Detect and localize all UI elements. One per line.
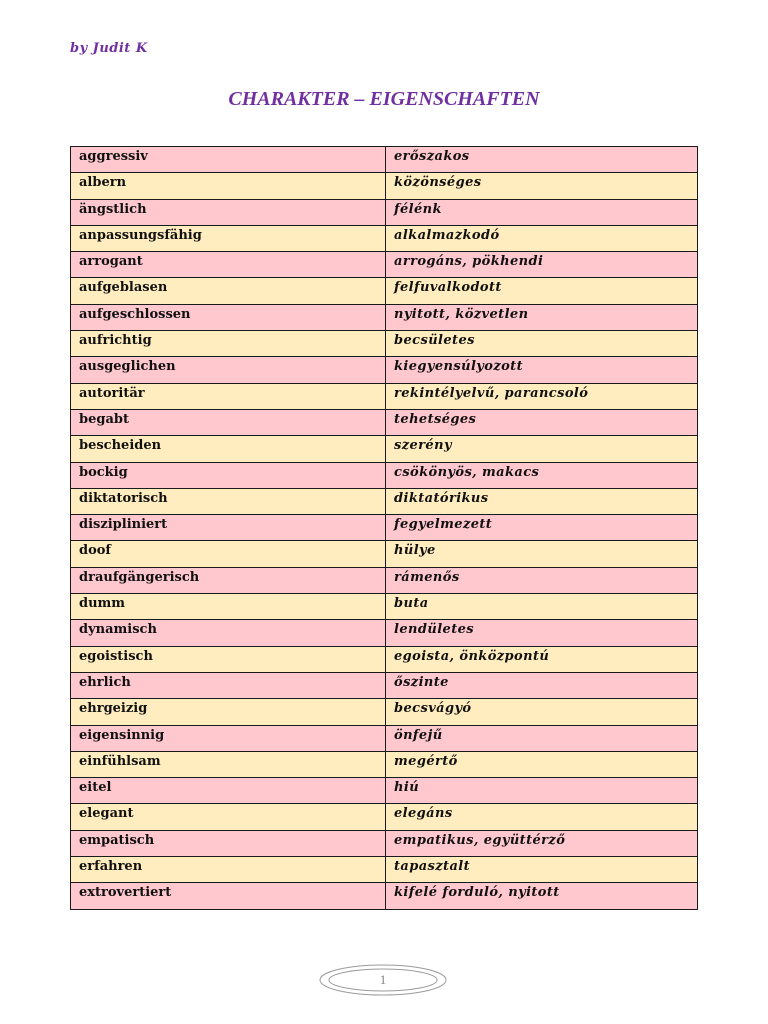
hungarian-translation-cell: közönséges: [386, 173, 698, 199]
table-row: [71, 672, 698, 698]
hungarian-translation-cell: tapasztalt: [386, 857, 698, 883]
table-row: [71, 567, 698, 593]
hungarian-translation-cell: hiú: [386, 778, 698, 804]
table-row: [71, 804, 698, 830]
table-row: [71, 725, 698, 751]
german-word-cell: eigensinnig: [71, 725, 386, 751]
german-word-cell: begabt: [71, 409, 386, 435]
german-word-cell: aufrichtig: [71, 331, 386, 357]
hungarian-translation-cell: becsvágyó: [386, 699, 698, 725]
german-word-cell: autoritär: [71, 383, 386, 409]
hungarian-translation-cell: önfejű: [386, 725, 698, 751]
page-number: 1: [379, 972, 387, 987]
table-row: [71, 699, 698, 725]
table-row: [71, 620, 698, 646]
table-row: [71, 541, 698, 567]
hungarian-translation-cell: rámenős: [386, 567, 698, 593]
german-word-cell: ehrlich: [71, 672, 386, 698]
hungarian-translation-cell: rekintélyelvű, parancsoló: [386, 383, 698, 409]
vocabulary-table: [70, 146, 698, 910]
german-word-cell: extrovertiert: [71, 883, 386, 909]
table-row: [71, 830, 698, 856]
table-row: [71, 225, 698, 251]
hungarian-translation-cell: kiegyensúlyozott: [386, 357, 698, 383]
german-word-cell: erfahren: [71, 857, 386, 883]
german-word-cell: diktatorisch: [71, 488, 386, 514]
table-row: [71, 147, 698, 173]
german-word-cell: arrogant: [71, 252, 386, 278]
german-word-cell: elegant: [71, 804, 386, 830]
german-word-cell: ehrgeizig: [71, 699, 386, 725]
hungarian-translation-cell: nyitott, közvetlen: [386, 304, 698, 330]
german-word-cell: bescheiden: [71, 436, 386, 462]
table-row: [71, 883, 698, 909]
hungarian-translation-cell: hülye: [386, 541, 698, 567]
hungarian-translation-cell: tehetséges: [386, 409, 698, 435]
german-word-cell: albern: [71, 173, 386, 199]
german-word-cell: ausgeglichen: [71, 357, 386, 383]
page-title: CHARAKTER – EIGENSCHAFTEN: [228, 88, 540, 110]
german-word-cell: aggressiv: [71, 147, 386, 173]
hungarian-translation-cell: elegáns: [386, 804, 698, 830]
german-word-cell: bockig: [71, 462, 386, 488]
table-row: [71, 857, 698, 883]
hungarian-translation-cell: csökönyös, makacs: [386, 462, 698, 488]
hungarian-translation-cell: empatikus, együttérző: [386, 830, 698, 856]
german-word-cell: dumm: [71, 594, 386, 620]
german-word-cell: empatisch: [71, 830, 386, 856]
table-row: [71, 252, 698, 278]
table-row: [71, 304, 698, 330]
german-word-cell: dynamisch: [71, 620, 386, 646]
german-word-cell: anpassungsfähig: [71, 225, 386, 251]
hungarian-translation-cell: buta: [386, 594, 698, 620]
german-word-cell: aufgeblasen: [71, 278, 386, 304]
table-row: [71, 383, 698, 409]
hungarian-translation-cell: erőszakos: [386, 147, 698, 173]
table-row: [71, 515, 698, 541]
table-row: [71, 278, 698, 304]
table-row: [71, 594, 698, 620]
vocabulary-table-body: [71, 147, 698, 910]
table-row: [71, 488, 698, 514]
hungarian-translation-cell: arrogáns, pökhendi: [386, 252, 698, 278]
hungarian-translation-cell: becsületes: [386, 331, 698, 357]
hungarian-translation-cell: felfuvalkodott: [386, 278, 698, 304]
german-word-cell: diszipliniert: [71, 515, 386, 541]
hungarian-translation-cell: kifelé forduló, nyitott: [386, 883, 698, 909]
table-row: [71, 436, 698, 462]
hungarian-translation-cell: őszinte: [386, 672, 698, 698]
table-row: [71, 357, 698, 383]
table-row: [71, 462, 698, 488]
german-word-cell: aufgeschlossen: [71, 304, 386, 330]
german-word-cell: draufgängerisch: [71, 567, 386, 593]
table-row: [71, 199, 698, 225]
author-line: by Judit K: [70, 41, 148, 56]
german-word-cell: egoistisch: [71, 646, 386, 672]
hungarian-translation-cell: szerény: [386, 436, 698, 462]
hungarian-translation-cell: megértő: [386, 751, 698, 777]
table-row: [71, 331, 698, 357]
hungarian-translation-cell: lendületes: [386, 620, 698, 646]
table-row: [71, 409, 698, 435]
german-word-cell: einfühlsam: [71, 751, 386, 777]
german-word-cell: doof: [71, 541, 386, 567]
table-row: [71, 751, 698, 777]
hungarian-translation-cell: egoista, önközpontú: [386, 646, 698, 672]
page-number-badge: [318, 964, 448, 996]
table-row: [71, 646, 698, 672]
hungarian-translation-cell: fegyelmezett: [386, 515, 698, 541]
german-word-cell: eitel: [71, 778, 386, 804]
german-word-cell: ängstlich: [71, 199, 386, 225]
hungarian-translation-cell: félénk: [386, 199, 698, 225]
hungarian-translation-cell: diktatórikus: [386, 488, 698, 514]
hungarian-translation-cell: alkalmazkodó: [386, 225, 698, 251]
table-row: [71, 778, 698, 804]
table-row: [71, 173, 698, 199]
